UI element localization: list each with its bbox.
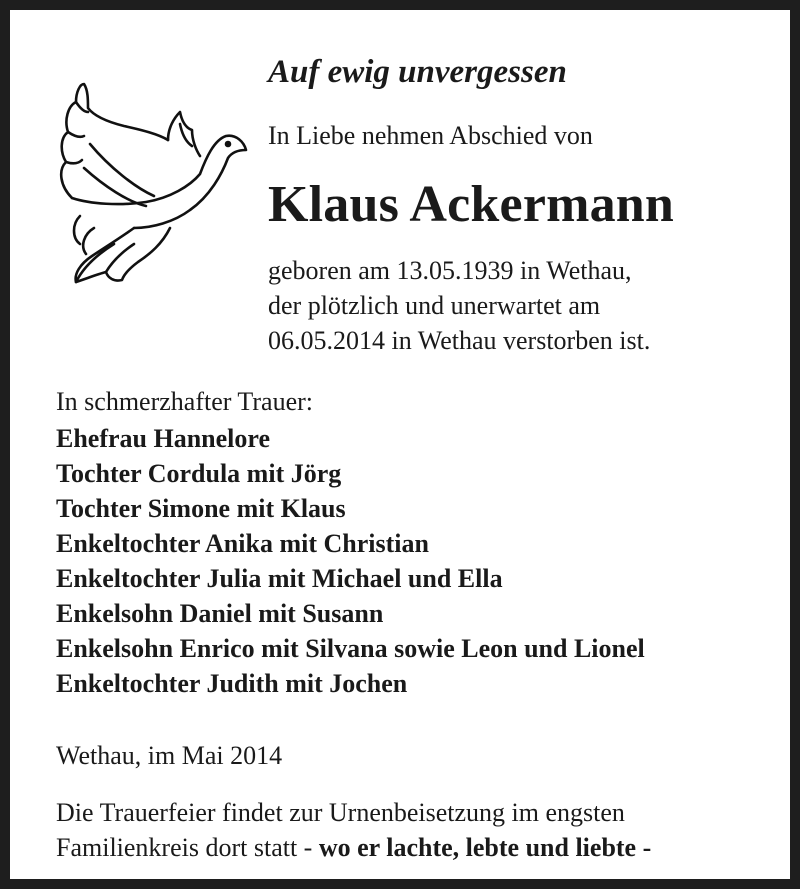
mourner-item: Enkeltochter Julia mit Michael und Ella [56, 564, 503, 593]
mourner-item: Enkelsohn Enrico mit Silvana sowie Leon und Lionel [56, 634, 645, 663]
closing-line-2 [56, 830, 651, 865]
closing-line-1: Die Trauerfeier findet zur Urnenbeisetzung im engsten [56, 798, 625, 827]
mourner-item: Ehefrau Hannelore [56, 424, 271, 453]
deceased-name: Klaus Ackermann [268, 176, 675, 233]
dates-line: geboren am 13.05.1939 in Wethau, [268, 256, 632, 285]
mourner-item: Tochter Simone mit Klaus [56, 494, 346, 523]
intro-text: In Liebe nehmen Abschied von [268, 121, 593, 150]
closing-bold-text: wo er lachte, lebte und liebte - [318, 833, 652, 862]
dates-line: der plötzlich und unerwartet am [268, 291, 601, 320]
mourner-item: Enkelsohn Daniel mit Susann [56, 599, 384, 628]
closing-plain-text: Familienkreis dort statt - [56, 833, 319, 862]
place-date: Wethau, im Mai 2014 [56, 741, 283, 770]
dove-icon [50, 78, 250, 288]
life-dates [268, 253, 650, 358]
dates-line: 06.05.2014 in Wethau verstorben ist. [268, 326, 651, 355]
mourner-item: Enkeltochter Judith mit Jochen [56, 669, 408, 698]
mourners-label: In schmerzhafter Trauer: [56, 387, 314, 416]
mourner-item: Tochter Cordula mit Jörg [56, 459, 342, 488]
mourners-list [56, 421, 645, 701]
motto-heading: Auf ewig unvergessen [268, 54, 567, 90]
closing-note [56, 795, 651, 865]
mourner-item: Enkeltochter Anika mit Christian [56, 529, 429, 558]
